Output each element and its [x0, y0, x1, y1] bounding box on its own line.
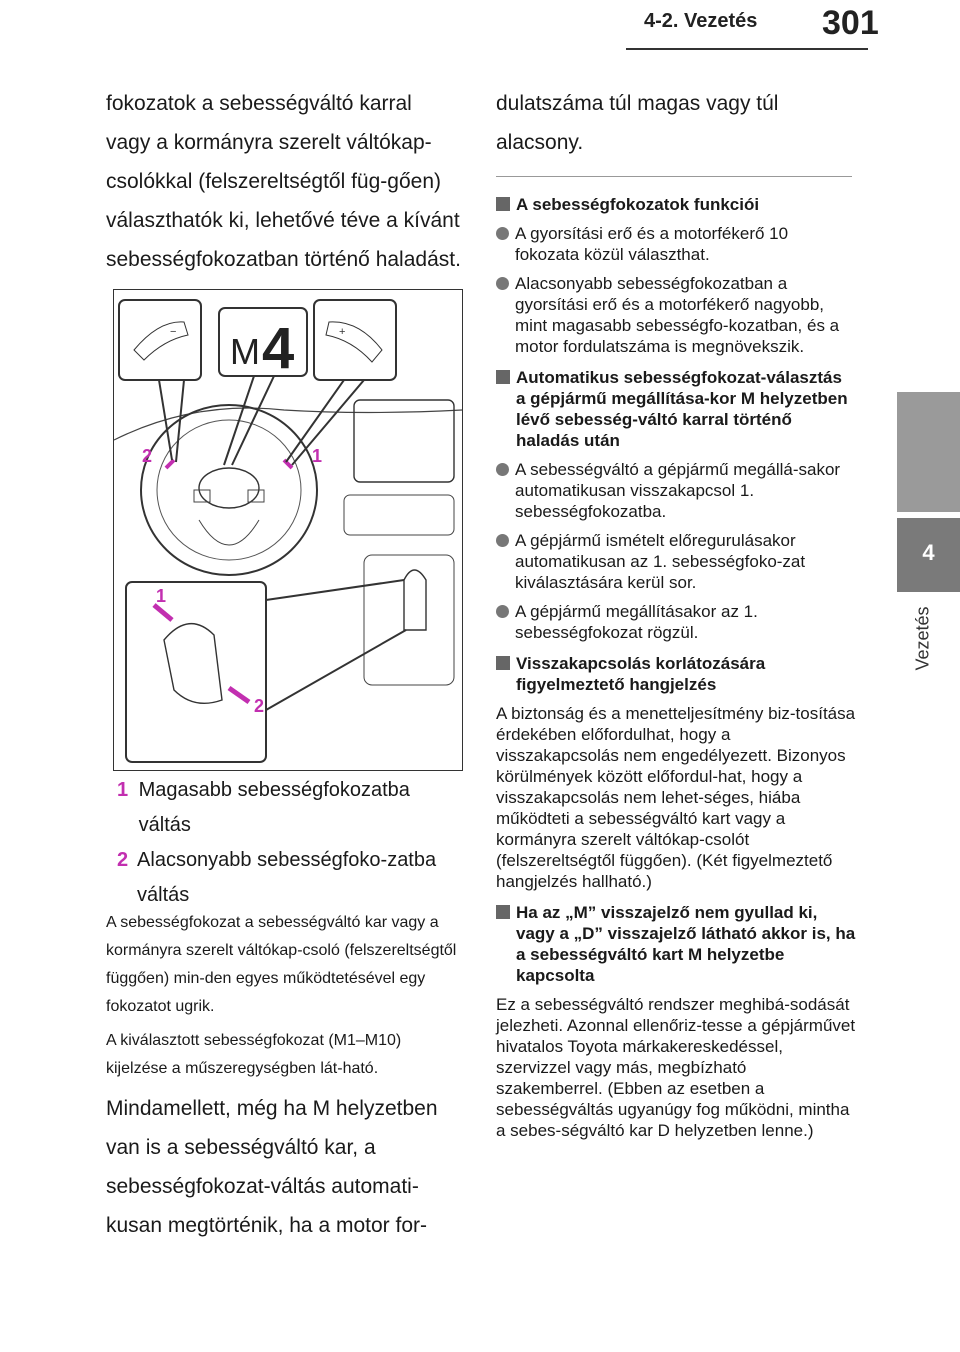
page-number: 301 — [822, 4, 879, 42]
legend-text: Magasabb sebességfokozatba váltás — [138, 779, 410, 836]
label-2-wheel: 2 — [142, 446, 153, 466]
body-paragraph: Ez a sebességváltó rendszer meghibá-sodását jelezheti. Azonnal ellenőriz-tesse a gépjárművet hivatalos Toyota márkakereskedéssel, szervizzel vagy más, megbízható szakemberrel. (Ebben az esetben a sebességváltás ugyanúgy fog működni, mintha a sebes-ségváltó kar D helyzetben lenne.) — [496, 995, 856, 1140]
chapter-label: Vezetés — [912, 606, 933, 671]
climate-panel — [344, 495, 454, 535]
chapter-number: 4 — [922, 540, 935, 565]
legend-text: Alacsonyabb sebességfoko-zatba váltás — [137, 849, 437, 906]
body-paragraph: A biztonság és a menetteljesítmény biz-tosítása érdekében előfordulhat, hogy a visszakapcsolás nem engedélyezett. Bizonyos körülmények között előfordul-hat, hogy a visszakapcsolás nem lehet-séges, hiába működteti a sebességváltó kart vagy a kormányra szerelt váltókap-csolót (felszereltségtől függően). (Két figyelmeztető hangjelzés hallható.) — [496, 704, 856, 891]
legend-number: 1 — [117, 779, 129, 801]
paddle-minus — [166, 460, 174, 468]
section-heading: Ha az „M” visszajelző nem gyullad ki, vagy a „D” visszajelző látható akkor is, ha a sebességváltó kart M helyzetbe kapcsolta — [496, 902, 856, 986]
paragraph-auto-shift: Mindamellett, még ha M helyzetben van is a sebességváltó kar, a sebességfokozat-váltás automati-kusan megtörténik, ha a motor for- — [106, 1097, 438, 1237]
paragraph-gear-display: A kiválasztott sebességfokozat (M1–M10) kijelzése a műszeregységben lát-ható. — [106, 1032, 402, 1077]
paddle-plus-sign: + — [339, 326, 346, 338]
right-column — [496, 84, 856, 1141]
display-gear: 4 — [262, 316, 295, 381]
display-mode: M — [230, 331, 260, 372]
paddle-plus — [284, 460, 292, 468]
shift-illustration — [113, 289, 463, 771]
round-bullet-icon — [496, 463, 509, 476]
bullet-item: A sebességváltó a gépjármű megállá-sakor automatikusan visszakapcsol 1. sebességfokozatba. — [496, 459, 856, 522]
paddle-plus-callout — [314, 300, 396, 380]
legend-number: 2 — [117, 849, 129, 871]
continued-paragraph: dulatszáma túl magas vagy túl alacsony. — [496, 92, 779, 154]
round-bullet-icon — [496, 534, 509, 547]
shift-lever-small — [404, 570, 426, 630]
page-header — [0, 0, 960, 78]
bullet-item: Alacsonyabb sebességfokozatban a gyorsítási erő és a motorfékerő nagyobb, mint magasabb sebességfo-kozatban, és a motor fordulatszáma is megnövekszik. — [496, 273, 856, 357]
side-tab-bar — [897, 392, 960, 512]
column-divider — [496, 176, 852, 177]
paragraph-gear-step: A sebességfokozat a sebességváltó kar vagy a kormányra szerelt váltókap-csoló (felszereltségtől függően) min-den egyes működtetésével egy fokozatot ugrik. — [106, 914, 457, 1015]
square-bullet-icon — [496, 370, 510, 384]
section-title: 4-2. Vezetés — [644, 10, 758, 32]
center-console — [364, 555, 454, 685]
section-heading: Visszakapcsolás korlátozására figyelmeztető hangjelzés — [496, 653, 856, 695]
round-bullet-icon — [496, 227, 509, 240]
legend-item — [117, 773, 462, 843]
chapter-label-wrap — [893, 578, 953, 698]
paddle-minus-sign: − — [170, 326, 177, 338]
label-1-lever: 1 — [156, 586, 167, 606]
shift-lever-callout — [126, 582, 266, 762]
bullet-item: A gépjármű megállításakor az 1. sebességfokozat rögzül. — [496, 601, 856, 643]
section-heading: Automatikus sebességfokozat-választás a gépjármű megállítása-kor M helyzetben lévő sebesség-váltó karral történő haladás után — [496, 367, 856, 451]
round-bullet-icon — [496, 605, 509, 618]
paddle-minus-callout — [119, 300, 201, 380]
bullet-item: A gyorsítási erő és a motorfékerő 10 fokozata közül választhat. — [496, 223, 856, 265]
label-2-lever: 2 — [254, 696, 265, 716]
left-lower-text — [106, 903, 462, 1245]
round-bullet-icon — [496, 277, 509, 290]
label-1-wheel: 1 — [312, 446, 323, 466]
square-bullet-icon — [496, 905, 510, 919]
illustration-svg — [114, 290, 462, 770]
figure-legend — [117, 773, 462, 913]
section-heading: A sebességfokozatok funkciói — [496, 194, 856, 215]
header-divider — [626, 48, 868, 50]
bullet-item: A gépjármű ismételt előregurulásakor automatikusan az 1. sebességfoko-zat kiválasztására kerül sor. — [496, 530, 856, 593]
square-bullet-icon — [496, 656, 510, 670]
square-bullet-icon — [496, 197, 510, 211]
intro-paragraph: fokozatok a sebességváltó karral vagy a kormányra szerelt váltókap-csolókkal (felszereltségtől füg-gően) választhatók ki, lehetővé téve a kívánt sebességfokozatban történő haladást. — [106, 92, 461, 271]
left-column — [106, 84, 462, 279]
